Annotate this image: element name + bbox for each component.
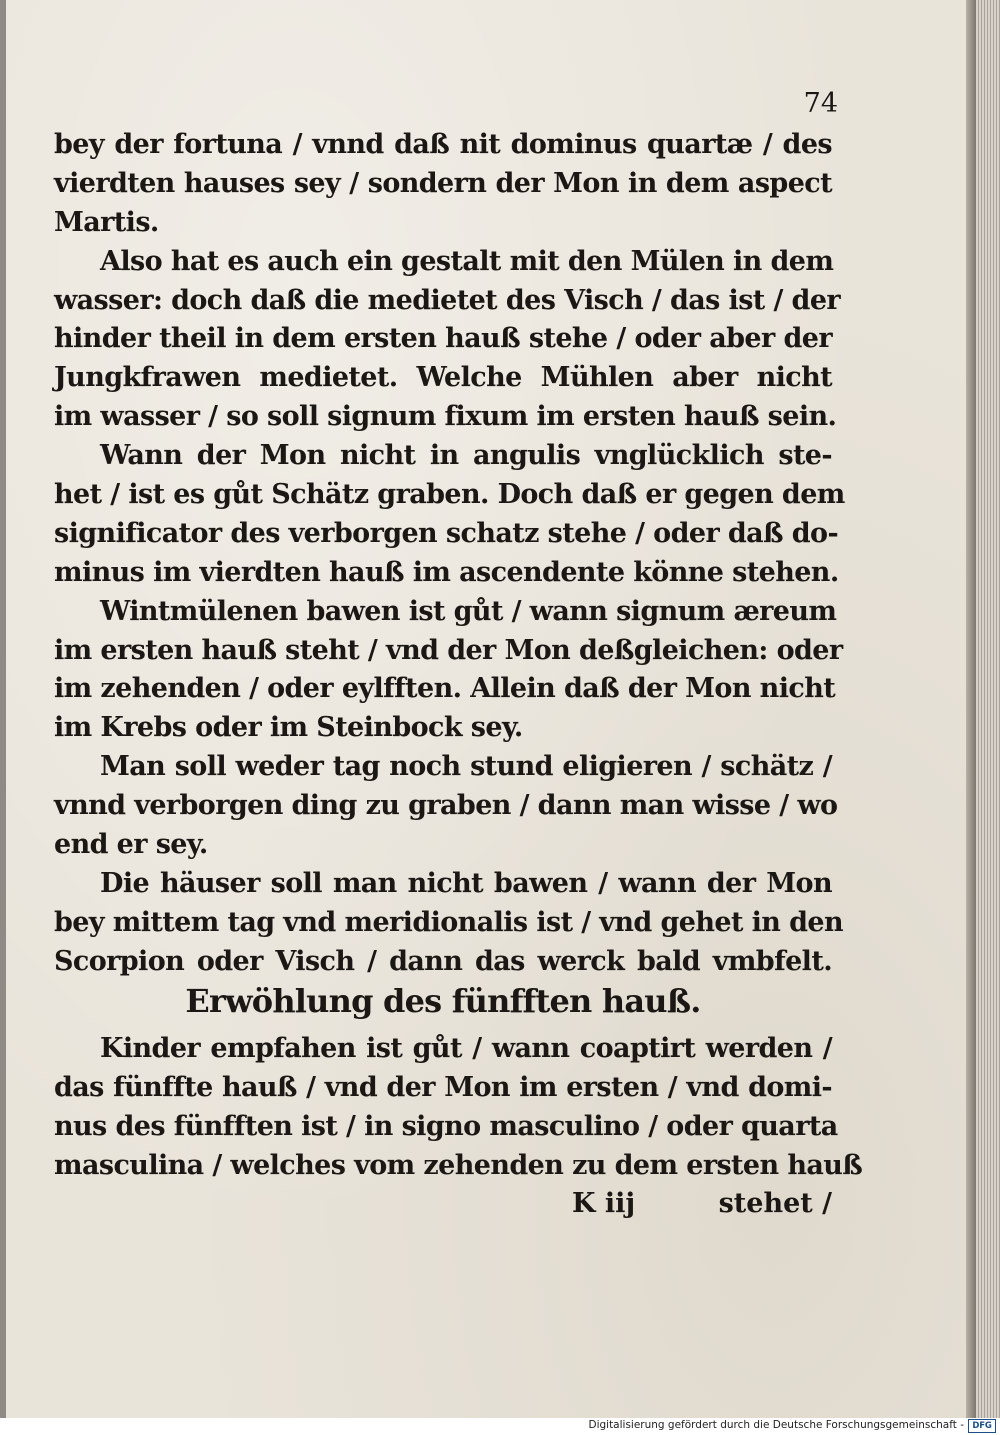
text-line: Wann der Mon nicht in angulis vnglücklich ste- [100, 440, 832, 472]
text-line: masculina / welches vom zehenden zu dem ersten hauß [54, 1149, 863, 1181]
text-line: das fünffte hauß / vnd der Mon im ersten / vnd domi- [54, 1071, 832, 1103]
text-line: im Krebs oder im Steinbock sey. [54, 712, 523, 744]
text-line: wasser: doch daß die medietet des Visch / das ist / der [54, 284, 841, 316]
catchword: stehet / [718, 1188, 832, 1219]
funding-credit: Digitalisierung gefördert durch die Deutsche Forschungsgemeinschaft - [588, 1419, 964, 1431]
text-line: im wasser / so soll signum fixum im ersten hauß sein. [54, 401, 837, 433]
text-line: bey der fortuna / vnnd daß nit dominus quartæ / des [54, 129, 832, 160]
body-text-bottom [54, 1030, 863, 1186]
text-line: Wintmülenen bawen ist gůt / wann signum æreum [100, 595, 837, 627]
signature-line [54, 1188, 832, 1227]
section-heading: Erwöhlung des fünfften hauß. [185, 982, 701, 1020]
text-line: Scorpion oder Visch / dann das werck bald vmbfelt. [54, 945, 832, 977]
text-line: nus des fünfften ist / in signo masculino / oder quarta [54, 1110, 838, 1142]
page-number: 74 [803, 88, 838, 119]
text-line: minus im vierdten hauß im ascendente könne stehen. [54, 556, 839, 588]
text-line: Kinder empfahen ist gůt / wann coaptirt werden / [100, 1033, 832, 1064]
text-line: Die häuser soll man nicht bawen / wann der Mon [100, 867, 832, 899]
text-line: bey mittem tag vnd meridionalis ist / vnd gehet in den [54, 906, 844, 938]
page-edge [966, 0, 976, 1418]
page-stack [976, 0, 1000, 1418]
body-text-top [54, 126, 845, 982]
text-line: Also hat es auch ein gestalt mit den Mülen in dem [100, 245, 834, 277]
text-line: Martis. [54, 206, 159, 238]
text-line: end er sey. [54, 829, 208, 861]
text-line: het / ist es gůt Schätz graben. Doch daß er gegen dem [54, 479, 845, 511]
text-line: hinder theil in dem ersten hauß stehe / oder aber der [54, 323, 832, 355]
dfg-logo: DFG [968, 1419, 996, 1433]
signature-mark: K iij [572, 1188, 636, 1219]
text-line: significator des verborgen schatz stehe / oder daß do- [54, 517, 839, 549]
footer-bar [0, 1418, 1000, 1435]
text-line: Jungkfrawen medietet. Welche Mühlen aber nicht [54, 362, 832, 394]
text-line: Man soll weder tag noch stund eligieren / schätz / [100, 751, 832, 783]
text-line: vnnd verborgen ding zu graben / dann man wisse / wo [54, 790, 838, 822]
text-line: im ersten hauß steht / vnd der Mon deßgleichen: oder [54, 634, 843, 666]
text-line: vierdten hauses sey / sondern der Mon in dem aspect [54, 167, 832, 199]
text-line: im zehenden / oder eylfften. Allein daß der Mon nicht [54, 673, 836, 705]
paper-sheet [6, 0, 968, 1418]
